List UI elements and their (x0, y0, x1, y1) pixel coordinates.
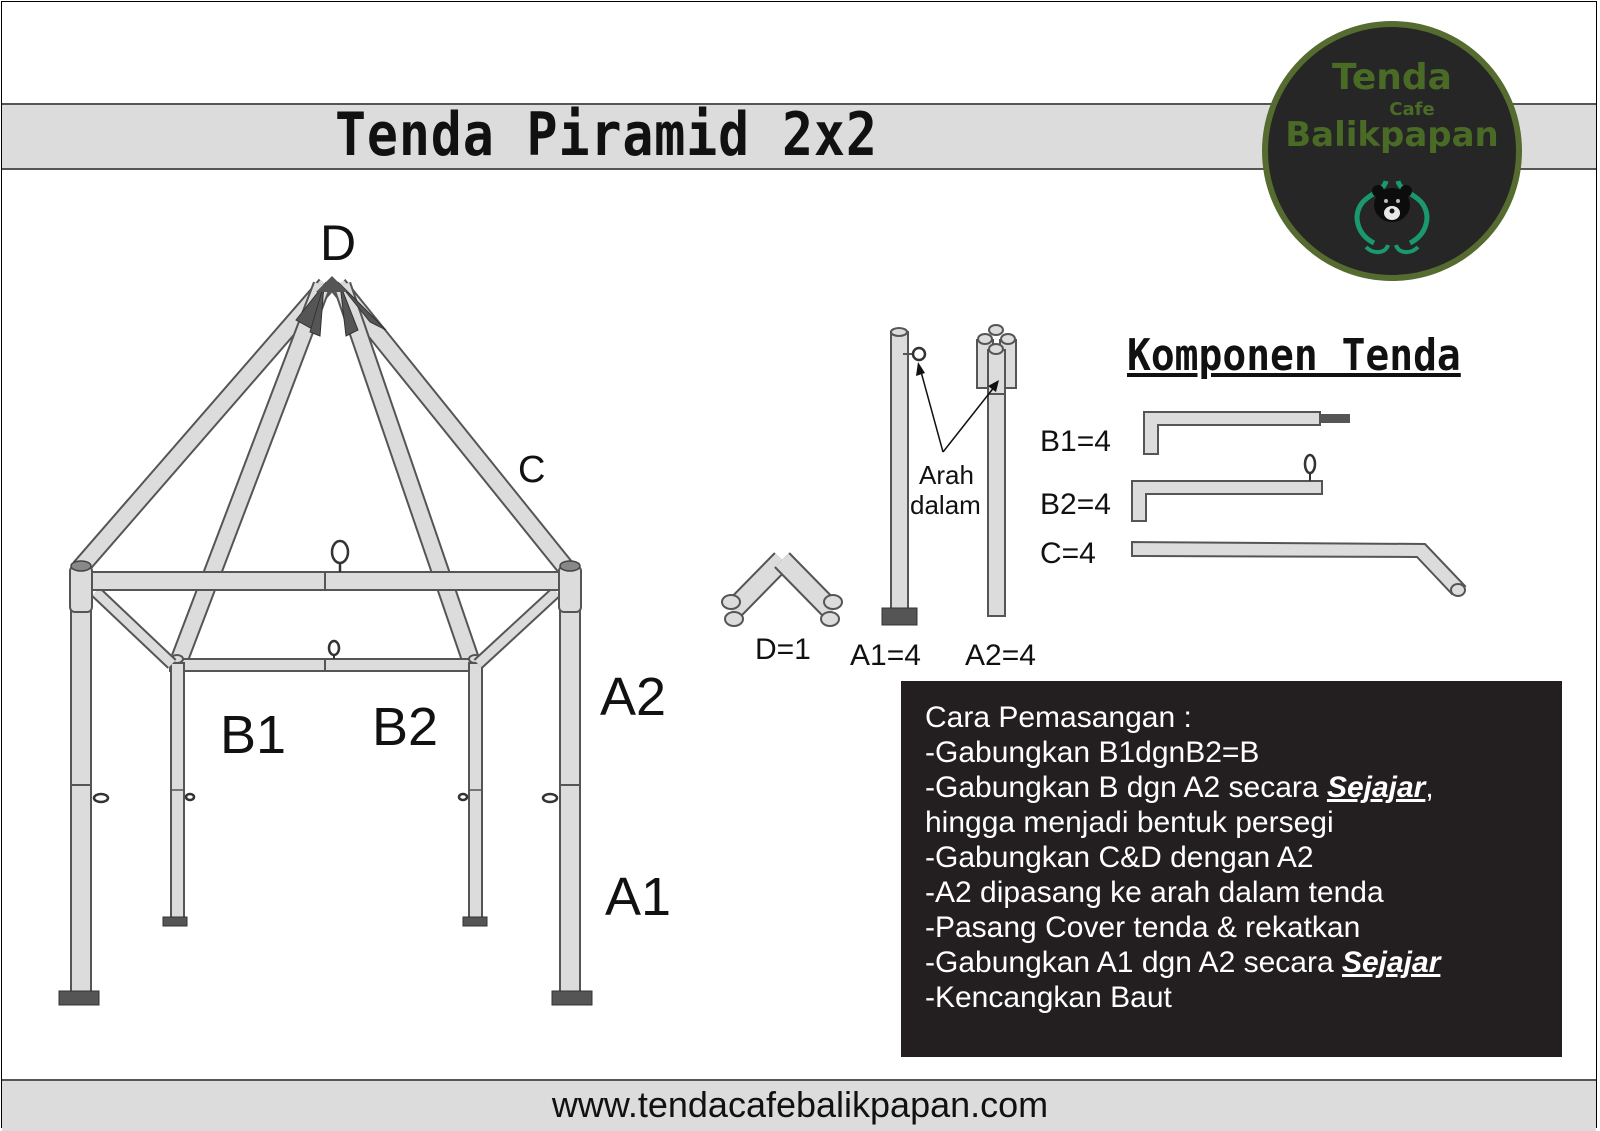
label-arah: Arah (919, 460, 974, 490)
component-b1 (1144, 412, 1350, 454)
instruction-step-2-continued: hingga menjadi bentuk persegi (925, 806, 1334, 839)
corner-braces (96, 592, 556, 664)
komponen-title: Komponen Tenda (1127, 330, 1461, 381)
instruction-step-6-emphasis: Sejajar (1341, 946, 1441, 979)
label-a2: A2 (600, 667, 667, 727)
page-title: Tenda Piramid 2x2 (335, 100, 878, 170)
logo-text-balikpapan: Balikpapan (1285, 115, 1499, 155)
label-a2-count: A2=4 (965, 639, 1036, 672)
label-a1-count: A1=4 (850, 639, 921, 672)
instruction-step-2 (925, 770, 1562, 805)
instruction-step-6 (925, 945, 1562, 980)
label-d-count: D=1 (755, 633, 811, 666)
logo-text-tenda: Tenda (1332, 57, 1452, 98)
label-dalam: dalam (910, 490, 981, 520)
component-d (722, 560, 842, 626)
label-b1: B1 (220, 705, 287, 765)
component-b2 (1132, 455, 1322, 521)
instructions-heading: Cara Pemasangan : (925, 701, 1192, 734)
instruction-step-2-text: -Gabungkan B dgn A2 secara (925, 771, 1327, 804)
instructions-box (901, 681, 1562, 1057)
brand-logo (1262, 21, 1522, 281)
label-b2-count: B2=4 (1040, 488, 1111, 521)
roof-poles (80, 276, 566, 658)
component-c (1132, 542, 1465, 596)
label-c: C (518, 449, 546, 491)
label-b1-count: B1=4 (1040, 425, 1111, 458)
logo-text-cafe: Cafe (1389, 99, 1435, 120)
instruction-step-2-comma: , (1425, 771, 1434, 804)
instruction-step-1: -Gabungkan B1dgnB2=B (925, 736, 1260, 769)
instruction-step-2-emphasis: Sejajar (1326, 771, 1426, 804)
website-url: www.tendacafebalikpapan.com (551, 1084, 1049, 1125)
instruction-step-5: -Pasang Cover tenda & rekatkan (925, 911, 1361, 944)
instruction-step-6-text: -Gabungkan A1 dgn A2 secara (925, 946, 1342, 979)
label-d: D (320, 215, 357, 271)
instruction-step-7: -Kencangkan Baut (925, 981, 1172, 1014)
instruction-step-4: -A2 dipasang ke arah dalam tenda (925, 876, 1384, 909)
bear-emblem-icon (1262, 21, 1522, 281)
label-c-count: C=4 (1040, 537, 1096, 570)
back-frame (163, 641, 487, 926)
front-frame (59, 541, 592, 1005)
label-a1: A1 (605, 867, 672, 927)
instruction-step-3: -Gabungkan C&D dengan A2 (925, 841, 1314, 874)
component-a2 (977, 325, 1016, 616)
label-b2: B2 (372, 697, 439, 757)
